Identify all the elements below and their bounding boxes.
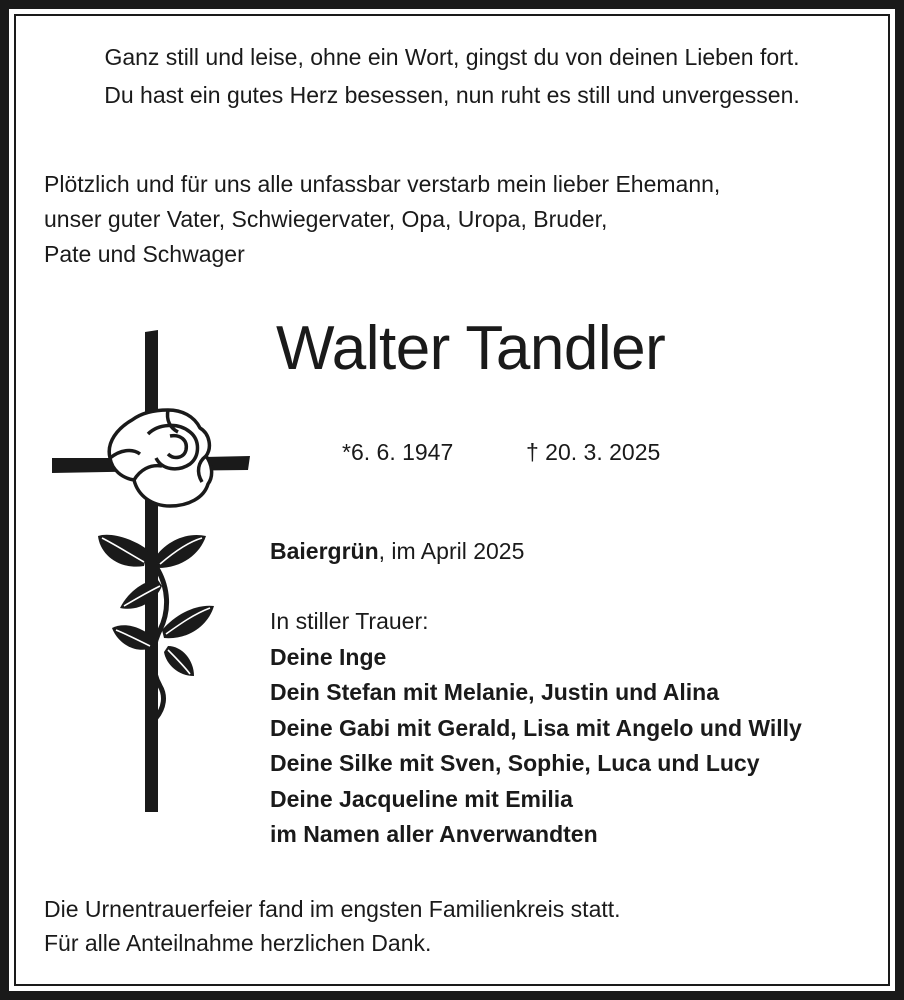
intro-line-3: Pate und Schwager <box>44 241 245 267</box>
mourner-line: im Namen aller Anverwandten <box>270 821 598 847</box>
footer-line-1: Die Urnentrauerfeier fand im engsten Familienkreis statt. <box>44 896 621 922</box>
place-name: Baiergrün <box>270 538 379 564</box>
date-text: , im April 2025 <box>378 538 525 564</box>
mourners-heading: In stiller Trauer: <box>270 608 429 634</box>
intro-line-2: unser guter Vater, Schwiegervater, Opa, Uropa, Bruder, <box>44 206 608 232</box>
mourner-line: Dein Stefan mit Melanie, Justin und Alina <box>270 679 719 705</box>
intro-line-1: Plötzlich und für uns alle unfassbar verstarb mein lieber Ehemann, <box>44 171 721 197</box>
place-date <box>270 540 524 563</box>
birth-date: *6. 6. 1947 <box>342 439 454 465</box>
deceased-name: Walter Tandler <box>276 314 666 383</box>
mourner-line: Deine Gabi mit Gerald, Lisa mit Angelo und Willy <box>270 715 802 741</box>
mourner-line: Deine Jacqueline mit Emilia <box>270 786 573 812</box>
poem-line-2: Du hast ein gutes Herz besessen, nun ruht es still und unvergessen. <box>104 82 800 108</box>
poem-line-1: Ganz still und leise, ohne ein Wort, gingst du von deinen Lieben fort. <box>104 44 800 70</box>
footer-line-2: Für alle Anteilnahme herzlichen Dank. <box>44 930 432 956</box>
mourner-line: Deine Silke mit Sven, Sophie, Luca und Lucy <box>270 750 760 776</box>
death-date: † 20. 3. 2025 <box>526 439 661 465</box>
mourner-line: Deine Inge <box>270 644 387 670</box>
cross-with-rose-icon <box>48 330 254 812</box>
